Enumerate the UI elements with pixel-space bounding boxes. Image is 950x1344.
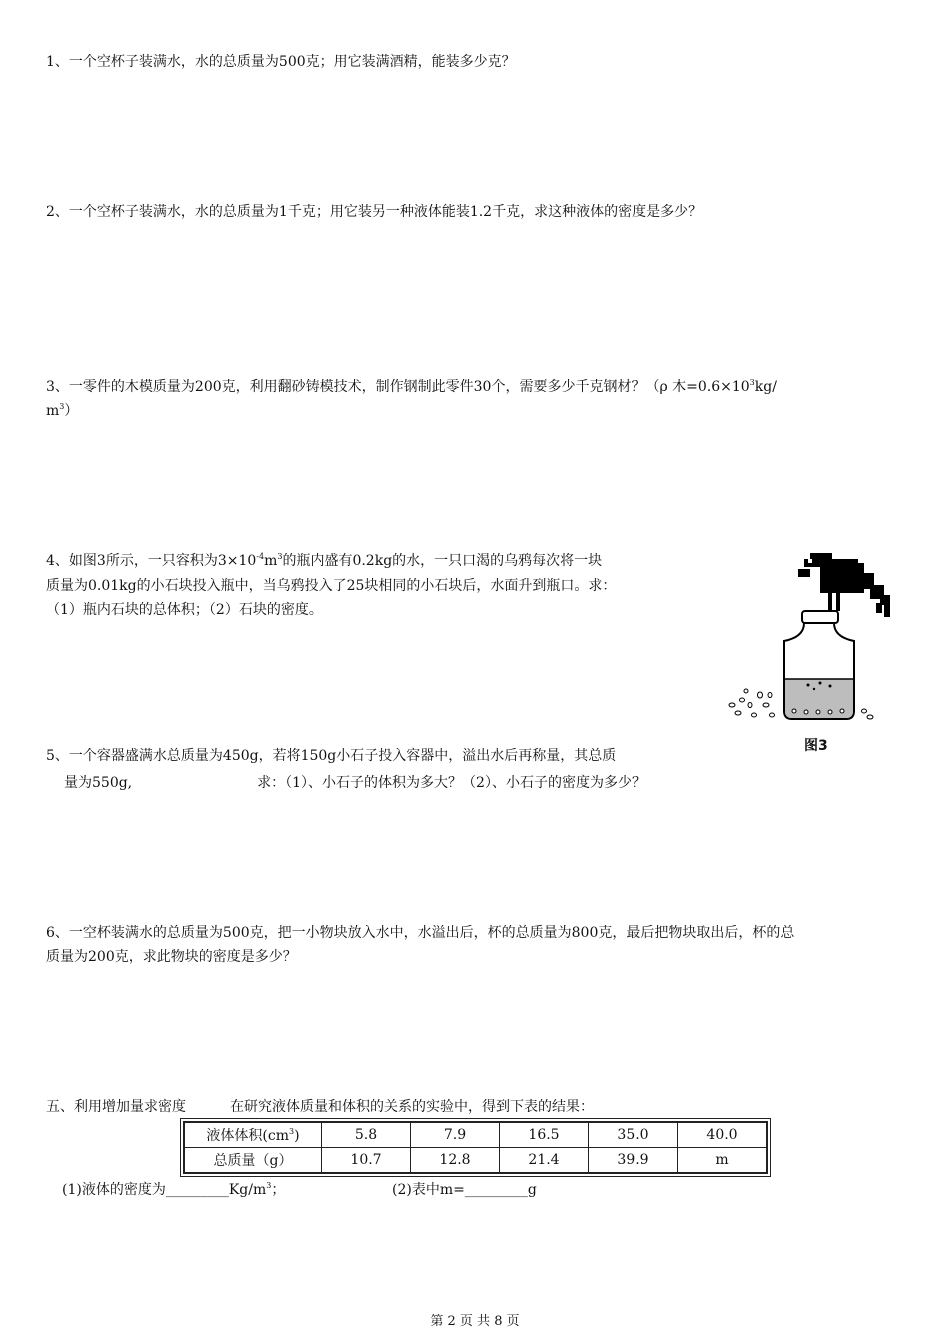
question-5-line-2: 量为550g, 求：（1）、小石子的体积为多大？（2）、小石子的密度为多少？ [64,775,646,791]
question-1: 1、一个空杯子装满水，水的总质量为500克；用它装满酒精，能装多少克？ [46,54,516,70]
table-cell: 7.9 [411,1122,500,1148]
section-5-heading: 五、利用增加量求密度 在研究液体质量和体积的关系的实验中，得到下表的结果： [46,1099,594,1115]
question-6-line-2: 质量为200克，求此物块的密度是多少？ [46,949,297,965]
table-cell: 35.0 [589,1122,678,1148]
table-cell: 16.5 [500,1122,589,1148]
table-cell: m [678,1148,768,1174]
question-2: 2、一个空杯子装满水，水的总质量为1千克；用它装另一种液体能装1.2千克，求这种液体的密度是多少？ [46,204,703,220]
table-cell: 21.4 [500,1148,589,1174]
figure-label: 图3 [804,738,828,754]
crow-jar-figure [724,545,902,755]
section-5-intro: 在研究液体质量和体积的关系的实验中，得到下表的结果： [230,1099,594,1115]
table-cell: 39.9 [589,1148,678,1174]
table-cell: 40.0 [678,1122,768,1148]
question-4-line-2: 质量为0.01kg的小石块投入瓶中，当乌鸦投入了25块相同的小石块后，水面升到瓶口。求： [46,578,617,594]
jar-icon [784,611,854,719]
table-cell: 10.7 [322,1148,411,1174]
question-4-line-3: （1）瓶内石块的总体积；（2）石块的密度。 [46,602,323,618]
table-row [184,1122,767,1148]
question-5-line-1: 5、一个容器盛满水总质量为450g，若将150g小石子投入容器中，溢出水后再称量，其总质 [46,748,617,764]
answer-2: (2)表中m=_________g [392,1182,537,1198]
question-3-line-1: 3、一零件的木模质量为200克，利用翻砂铸模技术，制作钢制此零件30个，需要多少千克钢材？（ρ 木$=0.6\times 10^3kg/$ [46,378,777,395]
question-6-line-1: 6、一空杯装满水的总质量为500克，把一小物块放入水中，水溢出后，杯的总质量为800克，最后把物块取出后，杯的总 [46,925,795,941]
table-cell: 5.8 [322,1122,411,1148]
table-cell: 12.8 [411,1148,500,1174]
table-row [184,1148,767,1174]
table-row-label-mass: 总质量（g） [184,1148,322,1174]
page-footer: 第 2 页 共 8 页 [430,1314,520,1329]
answer-1: (1)液体的密度为$\_\_\_\_\_\_\_\_\_Kg/m^3$； [62,1181,286,1198]
question-4-line-1: 4、如图3所示，一只容积为$3\times 10^{-4}m^3$的瓶内盛有0.2kg的水，一只口渴的乌鸦每次将一块 [46,552,603,569]
data-table [183,1121,768,1174]
table-row-label-volume: 液体体积$(cm^3)$ [184,1122,322,1148]
question-3-line-2: $m^3$） [46,402,79,419]
